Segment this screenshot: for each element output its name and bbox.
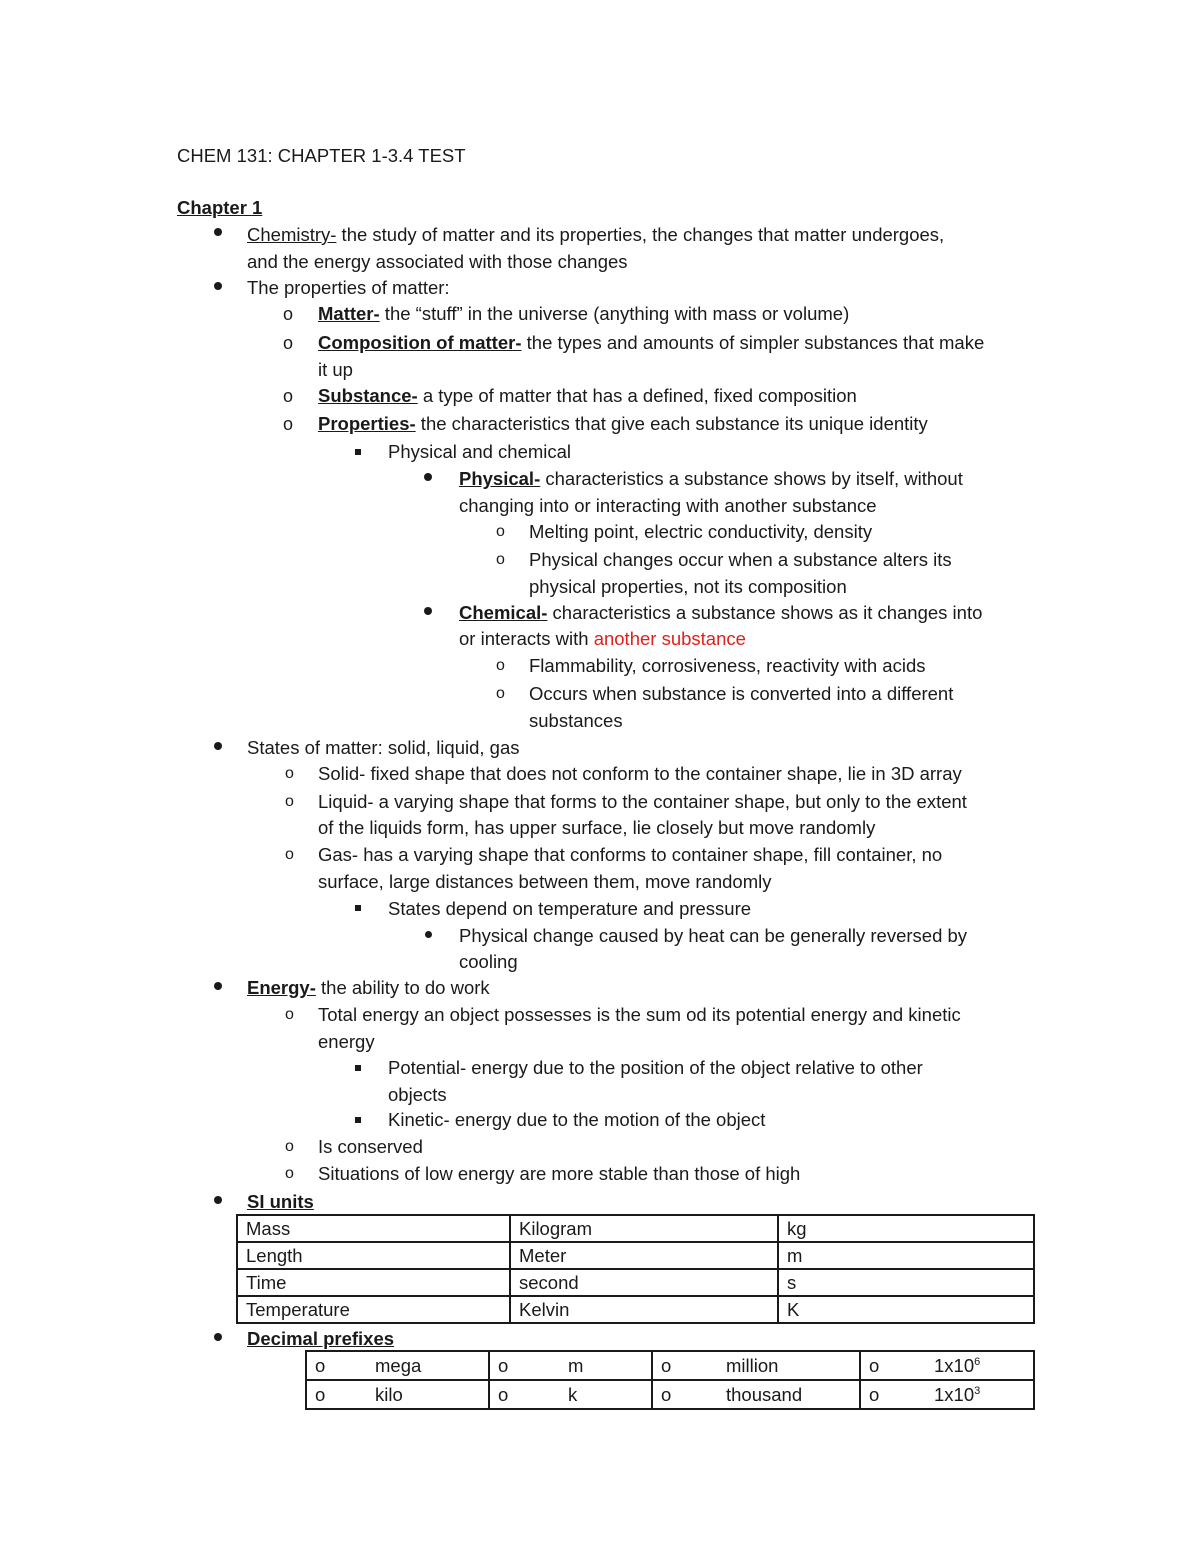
si-units-table — [236, 1214, 1035, 1324]
liquid-definition: Liquid- a varying shape that forms to the container shape, but only to the extent — [318, 791, 967, 812]
bullet-circle-icon: o — [285, 1165, 294, 1182]
table-cell: m — [778, 1242, 1034, 1269]
potential-energy-cont: objects — [388, 1084, 447, 1105]
composition-definition: Composition of matter- the types and amounts of simpler substances that make — [318, 332, 985, 353]
states-heading: States of matter: solid, liquid, gas — [247, 737, 520, 758]
total-energy-cont: energy — [318, 1031, 375, 1052]
bullet-circle-icon: o — [496, 685, 505, 702]
bullet-circle-icon: o — [283, 386, 294, 406]
table-row — [237, 1296, 1034, 1323]
bullet-dot-icon — [214, 1333, 222, 1341]
bullet-dot-icon — [214, 228, 222, 236]
decimal-prefixes-heading: Decimal prefixes — [247, 1328, 395, 1349]
heat-reversal: Physical change caused by heat can be generally reversed by — [459, 925, 968, 946]
table-row — [306, 1351, 1034, 1380]
energy-stability: Situations of low energy are more stable than those of high — [318, 1163, 801, 1184]
table-cell: Kelvin — [510, 1296, 778, 1323]
bullet-circle-icon: o — [283, 333, 294, 353]
bullet-circle-icon: o — [285, 846, 294, 863]
chemical-change-cont: substances — [529, 710, 623, 731]
table-cell: o million — [652, 1351, 860, 1380]
physical-changes: Physical changes occur when a substance alters its — [529, 549, 952, 570]
gas-definition-cont: surface, large distances between them, move randomly — [318, 871, 772, 892]
bullet-circle-icon: o — [285, 1138, 294, 1155]
table-cell: o kilo — [306, 1380, 489, 1409]
chemical-change: Occurs when substance is converted into a different — [529, 683, 954, 704]
table-cell: o m — [489, 1351, 652, 1380]
table-row — [237, 1215, 1034, 1242]
physical-example: Melting point, electric conductivity, density — [529, 521, 873, 542]
physical-and-chemical: Physical and chemical — [388, 441, 572, 462]
bullet-circle-icon: o — [285, 1006, 294, 1023]
bullet-square-icon — [355, 1117, 361, 1123]
table-cell: o k — [489, 1380, 652, 1409]
total-energy: Total energy an object possesses is the sum od its potential energy and kinetic — [318, 1004, 961, 1025]
physical-changes-cont: physical properties, not its composition — [529, 576, 847, 597]
energy-conserved: Is conserved — [318, 1136, 423, 1157]
document-title: CHEM 131: CHAPTER 1-3.4 TEST — [177, 145, 466, 166]
bullet-dot-icon — [214, 282, 222, 290]
table-cell: K — [778, 1296, 1034, 1323]
table-cell: second — [510, 1269, 778, 1296]
table-cell: o mega — [306, 1351, 489, 1380]
table-cell: o $1x10^3$ — [860, 1380, 1034, 1409]
bullet-dot-icon — [425, 931, 432, 938]
table-cell: kg — [778, 1215, 1034, 1242]
table-row — [306, 1380, 1034, 1409]
bullet-circle-icon: o — [283, 304, 294, 324]
physical-definition-cont: changing into or interacting with another substance — [459, 495, 877, 516]
potential-energy: Potential- energy due to the position of the object relative to other — [388, 1057, 923, 1078]
bullet-dot-icon — [424, 607, 432, 615]
bullet-circle-icon: o — [283, 414, 294, 434]
chemical-example: Flammability, corrosiveness, reactivity with acids — [529, 655, 926, 676]
bullet-dot-icon — [214, 982, 222, 990]
bullet-circle-icon: o — [496, 551, 505, 568]
bullet-circle-icon: o — [496, 523, 505, 540]
chemical-definition-cont: or interacts with another substance — [459, 628, 746, 649]
table-row — [237, 1269, 1034, 1296]
composition-definition-cont: it up — [318, 359, 353, 380]
bullet-circle-icon: o — [285, 765, 294, 782]
chemical-definition: Chemical- characteristics a substance shows as it changes into — [459, 602, 983, 623]
decimal-prefixes-table — [305, 1350, 1035, 1410]
chemistry-definition-cont: and the energy associated with those changes — [247, 251, 628, 272]
bullet-dot-icon — [424, 473, 432, 481]
bullet-square-icon — [355, 1065, 361, 1071]
chapter-heading: Chapter 1 — [177, 197, 263, 218]
table-cell: o thousand — [652, 1380, 860, 1409]
liquid-definition-cont: of the liquids form, has upper surface, lie closely but move randomly — [318, 817, 876, 838]
substance-definition: Substance- a type of matter that has a defined, fixed composition — [318, 385, 857, 406]
kinetic-energy: Kinetic- energy due to the motion of the object — [388, 1109, 766, 1130]
bullet-dot-icon — [214, 1196, 222, 1204]
table-cell: s — [778, 1269, 1034, 1296]
chemistry-definition: Chemistry- the study of matter and its properties, the changes that matter undergoes, — [247, 224, 945, 245]
states-depend: States depend on temperature and pressure — [388, 898, 752, 919]
bullet-dot-icon — [214, 742, 222, 750]
solid-definition: Solid- fixed shape that does not conform to the container shape, lie in 3D array — [318, 763, 962, 784]
table-cell: Temperature — [237, 1296, 510, 1323]
properties-heading: The properties of matter: — [247, 277, 450, 298]
table-row — [237, 1242, 1034, 1269]
properties-definition: Properties- the characteristics that give each substance its unique identity — [318, 413, 928, 434]
bullet-square-icon — [355, 905, 361, 911]
si-units-heading: SI units — [247, 1191, 314, 1212]
bullet-square-icon — [355, 449, 361, 455]
table-cell: Length — [237, 1242, 510, 1269]
bullet-circle-icon: o — [285, 793, 294, 810]
table-cell: Time — [237, 1269, 510, 1296]
matter-definition: Matter- the “stuff” in the universe (anything with mass or volume) — [318, 303, 850, 324]
gas-definition: Gas- has a varying shape that conforms to container shape, fill container, no — [318, 844, 943, 865]
table-cell: o $1x10^6$ — [860, 1351, 1034, 1380]
table-cell: Meter — [510, 1242, 778, 1269]
heat-reversal-cont: cooling — [459, 951, 518, 972]
energy-definition: Energy- the ability to do work — [247, 977, 490, 998]
bullet-circle-icon: o — [496, 657, 505, 674]
table-cell: Mass — [237, 1215, 510, 1242]
physical-definition: Physical- characteristics a substance shows by itself, without — [459, 468, 963, 489]
table-cell: Kilogram — [510, 1215, 778, 1242]
